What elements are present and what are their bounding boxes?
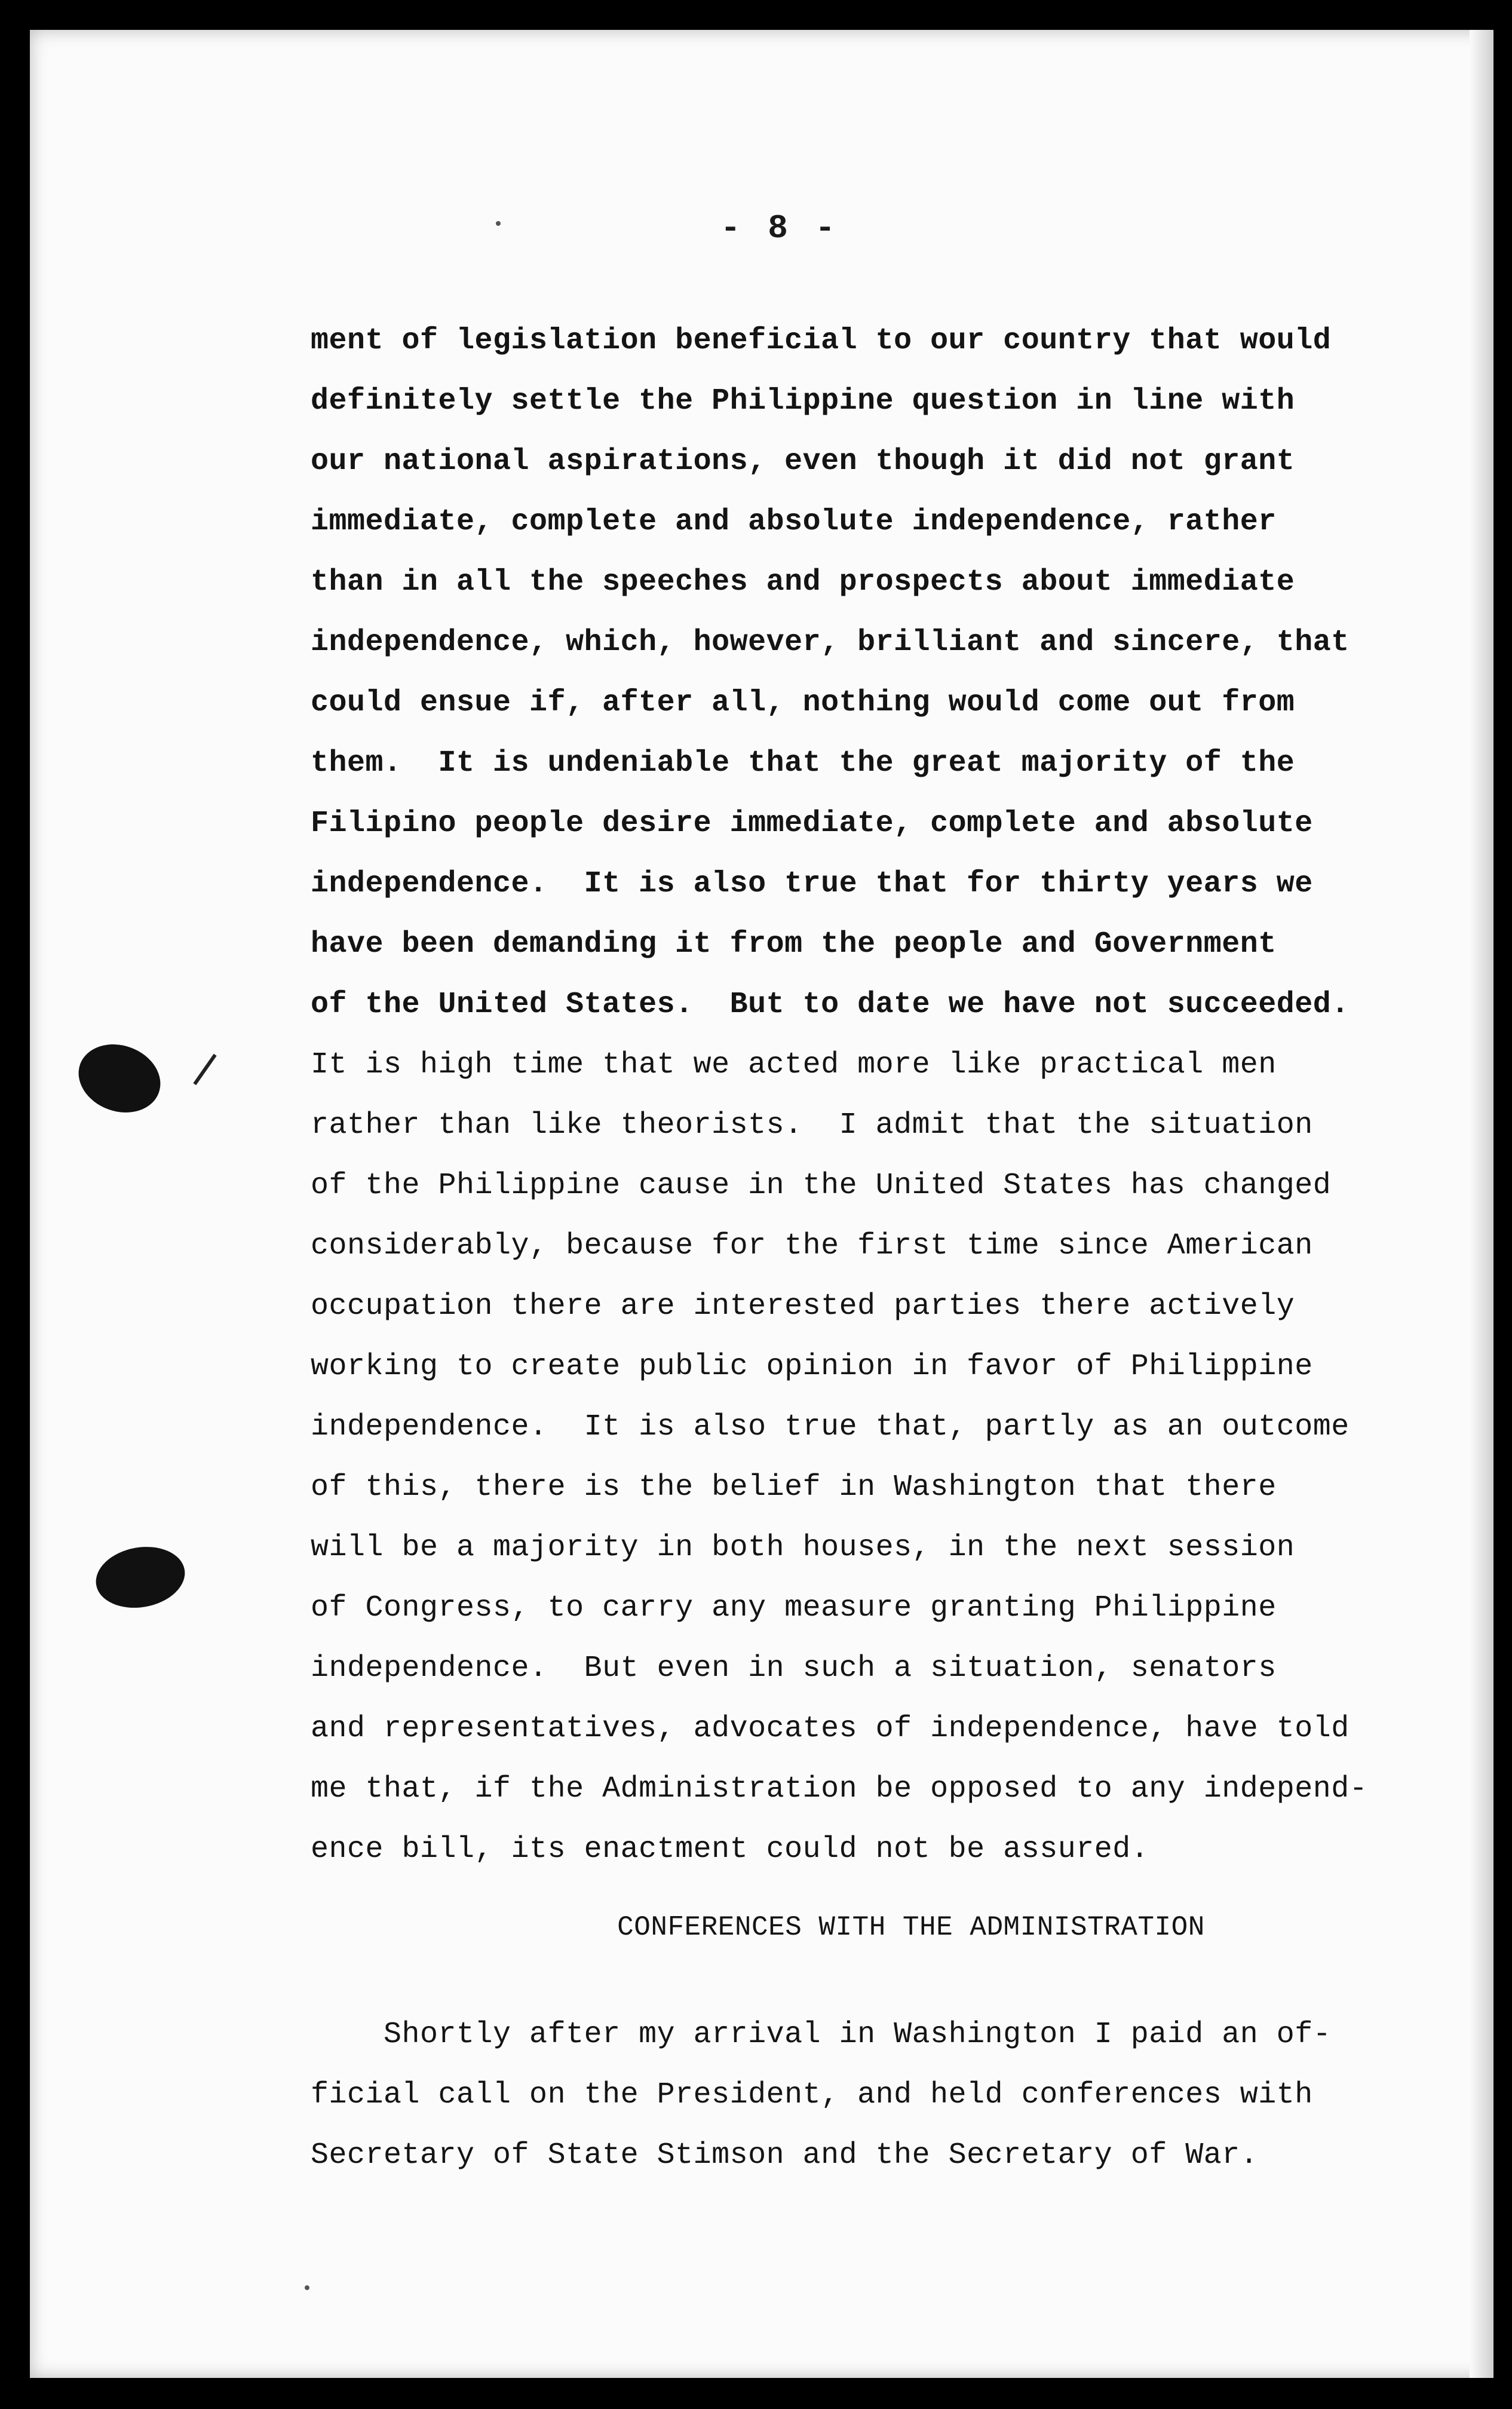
ink-blot [69, 1033, 170, 1123]
page-edge-shadow [1470, 30, 1493, 2378]
body-line: will be a majority in both houses, in the next session [311, 1531, 1295, 1565]
paragraph-line: ficial call on the President, and held conferences with [311, 2078, 1313, 2112]
body-line: occupation there are interested parties there actively [311, 1289, 1295, 1323]
body-line: ment of legislation beneficial to our country that would [311, 324, 1332, 358]
body-line: of the Philippine cause in the United States has changed [311, 1169, 1332, 1203]
body-line: working to create public opinion in favor of Philippine [311, 1350, 1313, 1384]
paragraph-line: Secretary of State Stimson and the Secretary of War. [311, 2138, 1259, 2172]
body-line: me that, if the Administration be opposed to any independ- [311, 1772, 1368, 1806]
body-line: rather than like theorists. I admit that the situation [311, 1108, 1313, 1142]
body-line: have been demanding it from the people and Government [311, 927, 1277, 961]
body-line: immediate, complete and absolute independence, rather [311, 505, 1277, 539]
body-line: Filipino people desire immediate, complete and absolute [311, 807, 1313, 841]
body-line: independence. It is also true that, partly as an outcome [311, 1410, 1350, 1444]
body-line: of Congress, to carry any measure granting Philippine [311, 1591, 1277, 1625]
dust-speck [496, 221, 501, 226]
body-line: considerably, because for the first time since American [311, 1229, 1313, 1263]
section-heading: CONFERENCES WITH THE ADMINISTRATION [617, 1912, 1205, 1943]
page-number: - 8 - [720, 209, 839, 247]
body-line: and representatives, advocates of independence, have told [311, 1712, 1350, 1746]
paragraph-line: Shortly after my arrival in Washington I paid an of- [311, 2018, 1332, 2052]
body-line: them. It is undeniable that the great majority of the [311, 746, 1295, 780]
body-line: independence, which, however, brilliant and sincere, that [311, 626, 1350, 660]
body-line: ence bill, its enactment could not be assured. [311, 1832, 1149, 1866]
body-line: of this, there is the belief in Washington that there [311, 1470, 1277, 1504]
body-line: independence. It is also true that for thirty years we [311, 867, 1313, 901]
body-line: our national aspirations, even though it did not grant [311, 445, 1295, 479]
second-paragraph [311, 2005, 1446, 2186]
document-page [30, 30, 1493, 2378]
body-line: could ensue if, after all, nothing would come out from [311, 686, 1295, 720]
dust-speck [305, 2285, 309, 2290]
pencil-mark [193, 1054, 216, 1086]
body-line: definitely settle the Philippine question in line with [311, 384, 1295, 418]
ink-blot [91, 1540, 189, 1615]
body-line: It is high time that we acted more like practical men [311, 1048, 1277, 1082]
body-line: than in all the speeches and prospects about immediate [311, 565, 1295, 599]
body-line: of the United States. But to date we have not succeeded. [311, 988, 1350, 1022]
body-line: independence. But even in such a situation, senators [311, 1651, 1277, 1685]
body-text [311, 311, 1446, 1880]
